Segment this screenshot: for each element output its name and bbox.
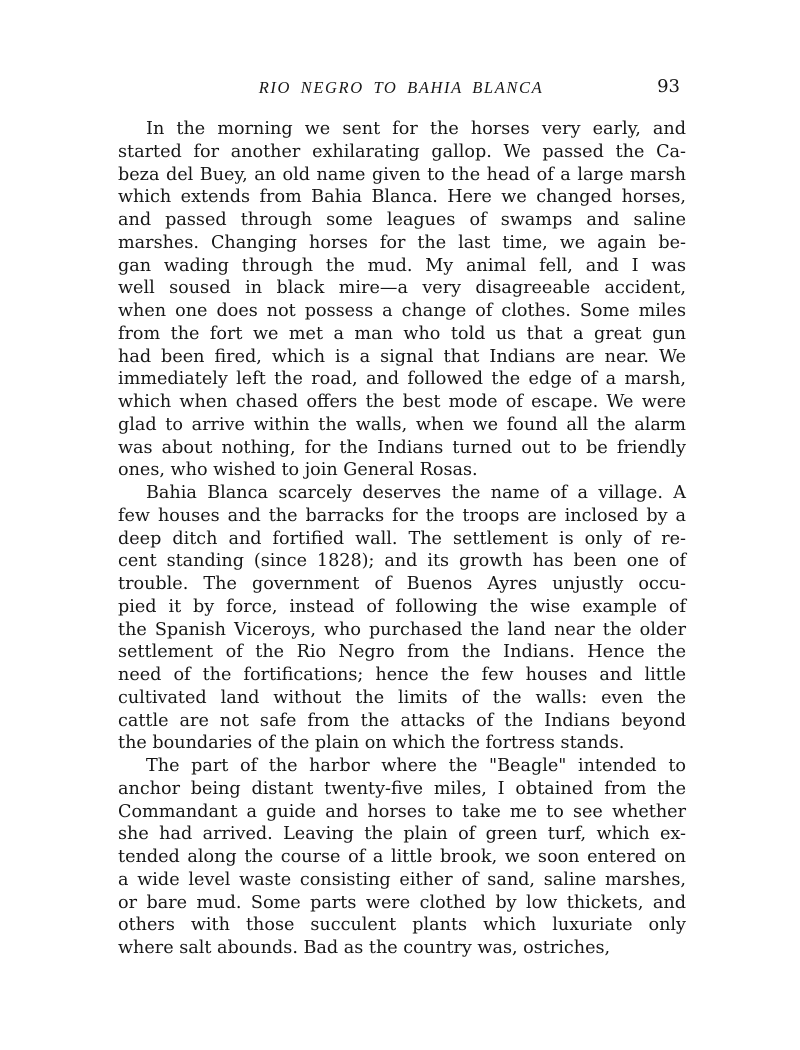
text-line: others with those succulent plants which luxuriate only — [118, 915, 686, 936]
paragraph — [118, 118, 686, 482]
text-line: from the fort we met a man who told us that a great gun — [118, 323, 686, 344]
body-text — [118, 118, 686, 960]
text-line: Commandant a guide and horses to take me to see whether — [118, 801, 686, 822]
text-line: pied it by force, instead of following the wise example of — [118, 596, 686, 617]
text-line: Bahia Blanca scarcely deserves the name of a village. A — [146, 483, 686, 503]
text-line: which when chased offers the best mode of escape. We were — [118, 392, 686, 412]
text-line: cent standing (since 1828); and its growth has been one of — [118, 551, 686, 572]
page-number: 93 — [657, 76, 680, 97]
text-line: trouble. The government of Buenos Ayres unjustly occu- — [118, 574, 686, 594]
text-line: she had arrived. Leaving the plain of green turf, which ex- — [118, 824, 686, 845]
text-line: where salt abounds. Bad as the country was, ostriches, — [118, 938, 611, 958]
text-line: tended along the course of a little brook, we soon entered on — [118, 847, 686, 867]
text-line: few houses and the barracks for the troops are inclosed by a — [118, 505, 686, 526]
text-line: cultivated land without the limits of the walls: even the — [118, 687, 686, 708]
text-line: immediately left the road, and followed the edge of a marsh, — [118, 369, 686, 390]
text-line: anchor being distant twenty-five miles, I obtained from the — [118, 778, 686, 799]
text-line: a wide level waste consisting either of sand, saline marshes, — [118, 869, 686, 890]
text-line: or bare mud. Some parts were clothed by low thickets, and — [118, 892, 686, 913]
text-line: when one does not possess a change of clothes. Some miles — [118, 301, 686, 321]
text-line: In the morning we sent for the horses very early, and — [146, 119, 686, 139]
text-line: and passed through some leagues of swamps and saline — [118, 210, 686, 230]
text-line: glad to arrive within the walls, when we found all the alarm — [118, 414, 686, 435]
paragraph — [118, 482, 686, 755]
running-title: RIO NEGRO TO BAHIA BLANCA — [258, 78, 544, 97]
text-line: marshes. Changing horses for the last time, we again be- — [118, 232, 686, 253]
text-line: started for another exhilarating gallop. We passed the Ca- — [118, 141, 686, 162]
paragraph — [118, 755, 686, 960]
running-head — [116, 78, 686, 100]
text-line: beza del Buey, an old name given to the head of a large marsh — [118, 164, 686, 185]
text-line: The part of the harbor where the "Beagle" intended to — [146, 756, 686, 776]
text-line: need of the fortifications; hence the few houses and little — [118, 665, 686, 685]
text-line: well soused in black mire—a very disagreeable accident, — [118, 278, 686, 299]
text-line: the boundaries of the plain on which the fortress stands. — [118, 733, 625, 754]
text-line: gan wading through the mud. My animal fell, and I was — [118, 255, 686, 276]
text-line: was about nothing, for the Indians turned out to be friendly — [118, 437, 686, 458]
text-line: ones, who wished to join General Rosas. — [118, 460, 478, 481]
text-line: deep ditch and fortified wall. The settlement is only of re- — [118, 528, 686, 549]
text-line: cattle are not safe from the attacks of the Indians beyond — [118, 710, 686, 731]
text-line: had been fired, which is a signal that Indians are near. We — [118, 346, 686, 367]
text-line: settlement of the Rio Negro from the Indians. Hence the — [118, 642, 686, 663]
text-line: which extends from Bahia Blanca. Here we changed horses, — [118, 187, 686, 208]
text-line: the Spanish Viceroys, who purchased the land near the older — [118, 619, 686, 640]
